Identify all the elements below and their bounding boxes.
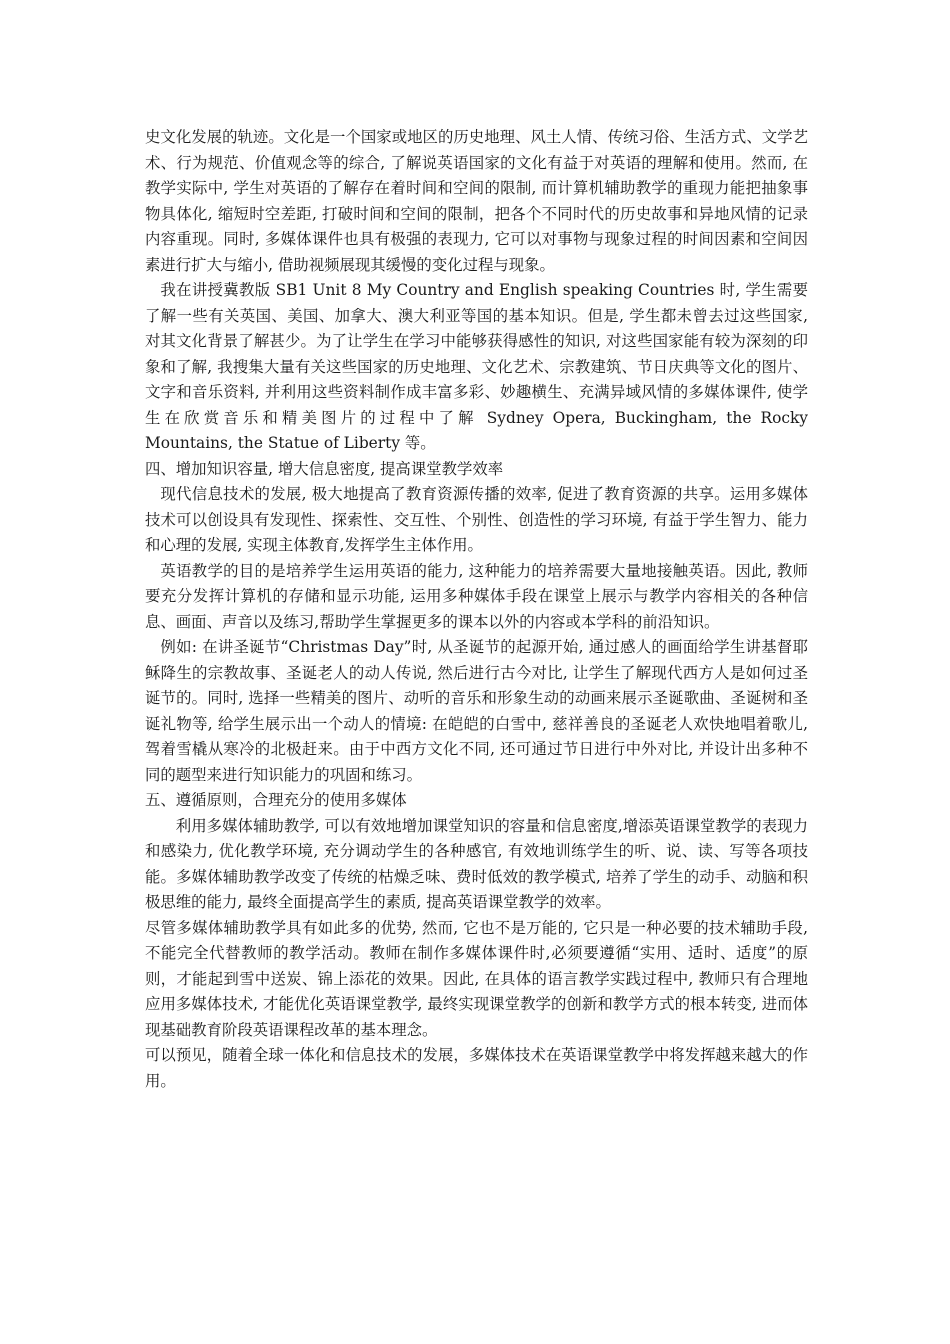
document-body xyxy=(145,125,808,1094)
section-heading-five: 五、遵循原则，合理充分的使用多媒体 xyxy=(145,791,407,809)
paragraph-multimedia-benefits: 利用多媒体辅助教学, 可以有效地增加课堂知识的容量和信息密度,增添英语课堂教学的表现力和感染力, 优化教学环境, 充分调动学生的各种感官, 有效地训练学生的听、说、读、写等各项技能。多媒体辅助教学改变了传统的枯燥乏味、费时低效的教学模式, 培养了学生的动手、动脑和积极思维的能力, 最终全面提高学生的素质, 提高英语课堂教学的效率。 xyxy=(145,816,808,911)
paragraph-info-tech: 现代信息技术的发展, 极大地提高了教育资源传播的效率, 促进了教育资源的共享。运用多媒体技术可以创设具有发现性、探索性、交互性、个别性、创造性的学习环境, 有益于学生智力、能力和心理的发展, 实现主体教育,发挥学生主体作用。 xyxy=(145,485,808,554)
paragraph-teaching-goal: 英语教学的目的是培养学生运用英语的能力, 这种能力的培养需要大量地接触英语。因此, 教师要充分发挥计算机的存储和显示功能, 运用多种媒体手段在课堂上展示与教学内容相关的各种信息、画面、声音以及练习,帮助学生掌握更多的课本以外的内容或本学科的前沿知识。 xyxy=(145,561,808,631)
paragraph-conclusion: 可以预见，随着全球一体化和信息技术的发展，多媒体技术在英语课堂教学中将发挥越来越大的作用。 xyxy=(145,1046,808,1090)
paragraph-multimedia-limits: 尽管多媒体辅助教学具有如此多的优势, 然而, 它也不是万能的, 它只是一种必要的技术辅助手段, 不能完全代替教师的教学活动。教师在制作多媒体课件时,必须要遵循“实用、适时、适度”的原则，才能起到雪中送炭、锦上添花的效果。因此, 在具体的语言教学实践过程中, 教师只有合理地应用多媒体技术, 才能优化英语课堂教学, 最终实现课堂教学的创新和教学方式的根本转变, 进而体现基础教育阶段英语课程改革的基本理念。 xyxy=(145,918,808,1039)
paragraph-christmas-example: 例如: 在讲圣诞节“Christmas Day”时, 从圣诞节的起源开始, 通过感人的画面给学生讲基督耶稣降生的宗教故事、圣诞老人的动人传说, 然后进行古今对比, 让学生了解现代西方人是如何过圣诞节的。同时, 选择一些精美的图片、动听的音乐和形象生动的动画来展示圣诞歌曲、圣诞树和圣诞礼物等, 给学生展示出一个动人的情境: 在皑皑的白雪中, 慈祥善良的圣诞老人欢快地唱着歌儿, 驾着雪橇从寒冷的北极赶来。由于中西方文化不同, 还可通过节日进行中外对比, 并设计出多种不同的题型来进行知识能力的巩固和练习。 xyxy=(145,638,808,784)
paragraph-unit8-example: 我在讲授冀教版 SB1 Unit 8 My Country and English speaking Countries 时, 学生需要了解一些有关英国、美国、加拿大、澳大利亚等国的基本知识。但是, 学生都未曾去过这些国家, 对其文化背景了解甚少。为了让学生在学习中能够获得感性的知识, 对这些国家能有较为深刻的印象和了解, 我搜集大量有关这些国家的历史地理、文化艺术、宗教建筑、节日庆典等文化的图片、文字和音乐资料, 并利用这些资料制作成丰富多彩、妙趣横生、充满异域风情的多媒体课件, 使学生在欣赏音乐和精美图片的过程中了解 Sydney Opera, Buckingham, the Rocky Mountains, the Statue of Liberty 等。 xyxy=(145,281,808,452)
section-heading-four: 四、增加知识容量, 增大信息密度, 提高课堂教学效率 xyxy=(145,459,504,478)
paragraph-culture-intro: 史文化发展的轨迹。文化是一个国家或地区的历史地理、风土人情、传统习俗、生活方式、文学艺术、行为规范、价值观念等的综合, 了解说英语国家的文化有益于对英语的理解和使用。然而, 在教学实际中, 学生对英语的了解存在着时间和空间的限制, 而计算机辅助教学的重现力能把抽象事物具体化, 缩短时空差距, 打破时间和空间的限制，把各个不同时代的历史故事和异地风情的记录内容重现。同时, 多媒体课件也具有极强的表现力, 它可以对事物与现象过程的时间因素和空间因素进行扩大与缩小, 借助视频展现其缓慢的变化过程与现象。 xyxy=(145,128,808,274)
